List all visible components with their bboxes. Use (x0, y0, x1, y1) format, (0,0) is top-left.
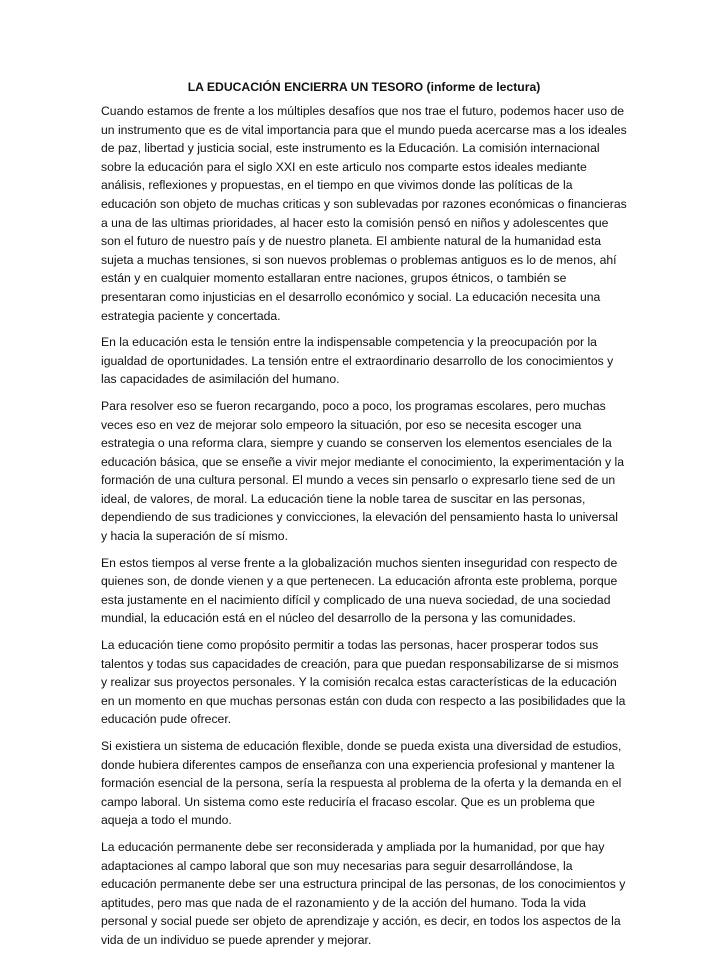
paragraph-4: En estos tiempos al verse frente a la globalización muchos sienten inseguridad con respecto de quienes son, de donde vienen y a que pertenecen. La educación afronta este problema, porque esta justamente en el nacimiento difícil y complicado de una nueva sociedad, de una sociedad mundial, la educación está en el núcleo del desarrollo de la persona y las comunidades. (101, 555, 618, 626)
document-title: LA EDUCACIÓN ENCIERRA UN TESORO (informe de lectura) (187, 80, 541, 94)
paragraph-2: En la educación esta le tensión entre la indispensable competencia y la preocupación por la igualdad de oportunidades. La tensión entre el extraordinario desarrollo de los conocimientos y las capacidades de asimilación del humano. (101, 335, 614, 387)
paragraph-1: Cuando estamos de frente a los múltiples desafíos que nos trae el futuro, podemos hacer uso de un instrumento que es de vital importancia para que el mundo pueda acercarse mas a los ideales de paz, libertad y justicia social, este instrumento es la Educación. La comisión internacional sobre la educación para el siglo XXI en este articulo nos comparte estos ideales mediante análisis, reflexiones y propuestas, en el tiempo en que vivimos donde las políticas de la educación son objeto de muchas criticas y son sublevadas por razones económicas o financieras a una de las ultimas prioridades, al hacer esto la comisión pensó en niños y adolescentes que son el futuro de nuestro país y de nuestro planeta. El ambiente natural de la humanidad esta sujeta a muchas tensiones, si son nuevos problemas o problemas antiguos es lo de menos, ahí están y en cualquier momento estallaran entre naciones, grupos étnicos, o también se presentaran como injusticias en el desarrollo económico y social. La educación necesita una estrategia paciente y concertada. (101, 104, 627, 323)
document-page (101, 78, 627, 958)
paragraph-7: La educación permanente debe ser reconsiderada y ampliada por la humanidad, por que hay adaptaciones al campo laboral que son muy necesarias para seguir desarrollándose, la educación permanente debe ser una estructura principal de las personas, de los conocimientos y aptitudes, pero mas que nada de el razonamiento y de la acción del humano. Toda la vida personal y social puede ser objeto de aprendizaje y acción, es decir, en todos los aspectos de la vida de un individuo se puede aprender y mejorar. (101, 839, 626, 947)
paragraph-3: Para resolver eso se fueron recargando, poco a poco, los programas escolares, pero muchas veces eso en vez de mejorar solo empeoro la situación, por eso se necesita escoger una estrategia o una reforma clara, siempre y cuando se conserven los elementos esenciales de la educación básica, que se enseñe a vivir mejor mediante el conocimiento, la experimentación y la formación de una cultura personal. El mundo a veces sin pensarlo o expresarlo tiene sed de un ideal, de valores, de moral. La educación tiene la noble tarea de suscitar en las personas, dependiendo de sus tradiciones y convicciones, la elevación del pensamiento hasta lo universal y hacia la superación de sí mismo. (101, 398, 624, 544)
paragraph-6: Si existiera un sistema de educación flexible, donde se pueda exista una diversidad de estudios, donde hubiera diferentes campos de enseñanza con una experiencia profesional y mantener la formación esencial de la persona, sería la respuesta al problema de la oferta y la demanda en el campo laboral. Un sistema como este reduciría el fracaso escolar. Que es un problema que aqueja a todo el mundo. (101, 739, 622, 828)
paragraph-5: La educación tiene como propósito permitir a todas las personas, hacer prosperar todos sus talentos y todas sus capacidades de creación, para que puedan responsabilizarse de si mismos y realizar sus proyectos personales. Y la comisión recalca estas características de la educación en un momento en que muchas personas están con duda con respecto a las posibilidades que la educación pude ofrecer. (101, 638, 626, 727)
